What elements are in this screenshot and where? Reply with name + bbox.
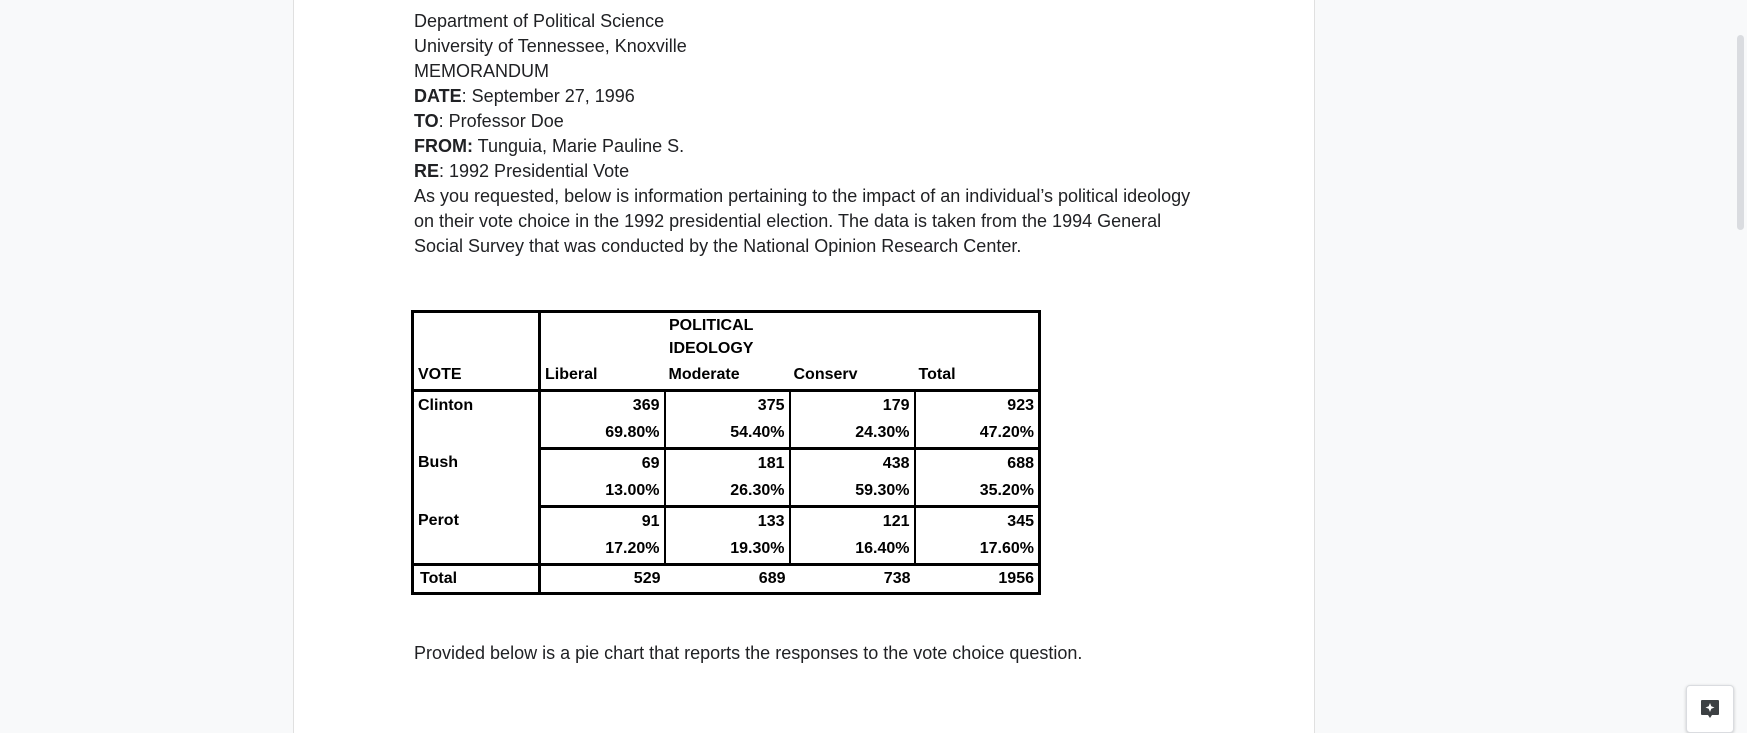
cell-pct: 69.80% (540, 420, 665, 449)
total-value: 1956 (915, 565, 1040, 594)
cell-count: 375 (665, 391, 790, 420)
column-header: Moderate (668, 366, 740, 384)
table-row (413, 449, 1040, 478)
cell-pct: 24.30% (790, 420, 915, 449)
total-label: Total (413, 565, 540, 594)
column-header-row (413, 362, 1040, 391)
memo-intro: As you requested, below is information pertaining to the impact of an individual’s political ideology on their vote choice in the 1992 presidential election. The data is taken from the 1994 General Social Survey that was conducted by the National Opinion Research Center. (414, 186, 1191, 256)
cell-pct: 16.40% (790, 536, 915, 565)
total-value: 529 (540, 565, 665, 594)
crosstab-table (411, 310, 1041, 595)
row-label: Clinton (413, 391, 540, 449)
cell-pct: 17.60% (915, 536, 1040, 565)
cell-pct: 19.30% (665, 536, 790, 565)
group-header-line1: POLITICAL (669, 317, 754, 335)
group-header (540, 312, 1040, 362)
column-header: Liberal (540, 362, 665, 391)
cell-count: 345 (915, 507, 1040, 536)
cell-count: 438 (790, 449, 915, 478)
row-label: Perot (418, 511, 459, 529)
cell-count: 121 (790, 507, 915, 536)
from-label: FROM: (414, 136, 473, 156)
total-row (413, 565, 1040, 594)
cell-count: 91 (540, 507, 665, 536)
to-label: TO (414, 111, 439, 131)
table-row (413, 507, 1040, 536)
cell-pct: 47.20% (915, 420, 1040, 449)
memo-dept: Department of Political Science (414, 11, 665, 31)
cell-count: 688 (915, 449, 1040, 478)
cell-pct: 59.30% (790, 478, 915, 507)
total-value: 689 (665, 565, 790, 594)
cell-pct: 13.00% (540, 478, 665, 507)
pie-intro: Provided below is a pie chart that reports the responses to the vote choice question. (414, 643, 1083, 663)
explore-button[interactable] (1686, 685, 1734, 733)
document-page (293, 0, 1315, 733)
explore-sparkle-icon (1699, 698, 1721, 720)
cell-count: 181 (665, 449, 790, 478)
crosstab-table-wrap (411, 310, 1041, 595)
memo-university: University of Tennessee, Knoxville (414, 36, 687, 56)
date-label: DATE (414, 86, 462, 106)
memo-to (414, 109, 1194, 134)
cell-count: 69 (540, 449, 665, 478)
cell-pct: 54.40% (665, 420, 790, 449)
total-value: 738 (790, 565, 915, 594)
from-value: Tunguia, Marie Pauline S. (472, 136, 685, 156)
memo-from (414, 134, 1194, 159)
cell-count: 133 (665, 507, 790, 536)
cell-pct: 26.30% (665, 478, 790, 507)
cell-count: 179 (790, 391, 915, 420)
group-header-line2: IDEOLOGY (669, 340, 754, 358)
memo-re (414, 159, 1194, 184)
cell-count: 923 (915, 391, 1040, 420)
table-header-row (413, 312, 1040, 362)
table-row (413, 391, 1040, 420)
cell-pct: 17.20% (540, 536, 665, 565)
cell-pct: 35.20% (915, 478, 1040, 507)
row-header: VOTE (418, 366, 462, 384)
date-value: : September 27, 1996 (461, 86, 635, 106)
row-label: Bush (418, 453, 458, 471)
to-value: : Professor Doe (438, 111, 564, 131)
cell-count: 369 (540, 391, 665, 420)
column-header: Conserv (793, 366, 858, 384)
column-header: Total (918, 366, 956, 384)
memo-body (414, 9, 1194, 259)
memo-heading: MEMORANDUM (414, 61, 549, 81)
memo-date (414, 84, 1194, 109)
re-label: RE (414, 161, 440, 181)
scrollbar-thumb[interactable] (1737, 35, 1744, 230)
table-corner-top (413, 312, 540, 362)
re-value: : 1992 Presidential Vote (439, 161, 630, 181)
